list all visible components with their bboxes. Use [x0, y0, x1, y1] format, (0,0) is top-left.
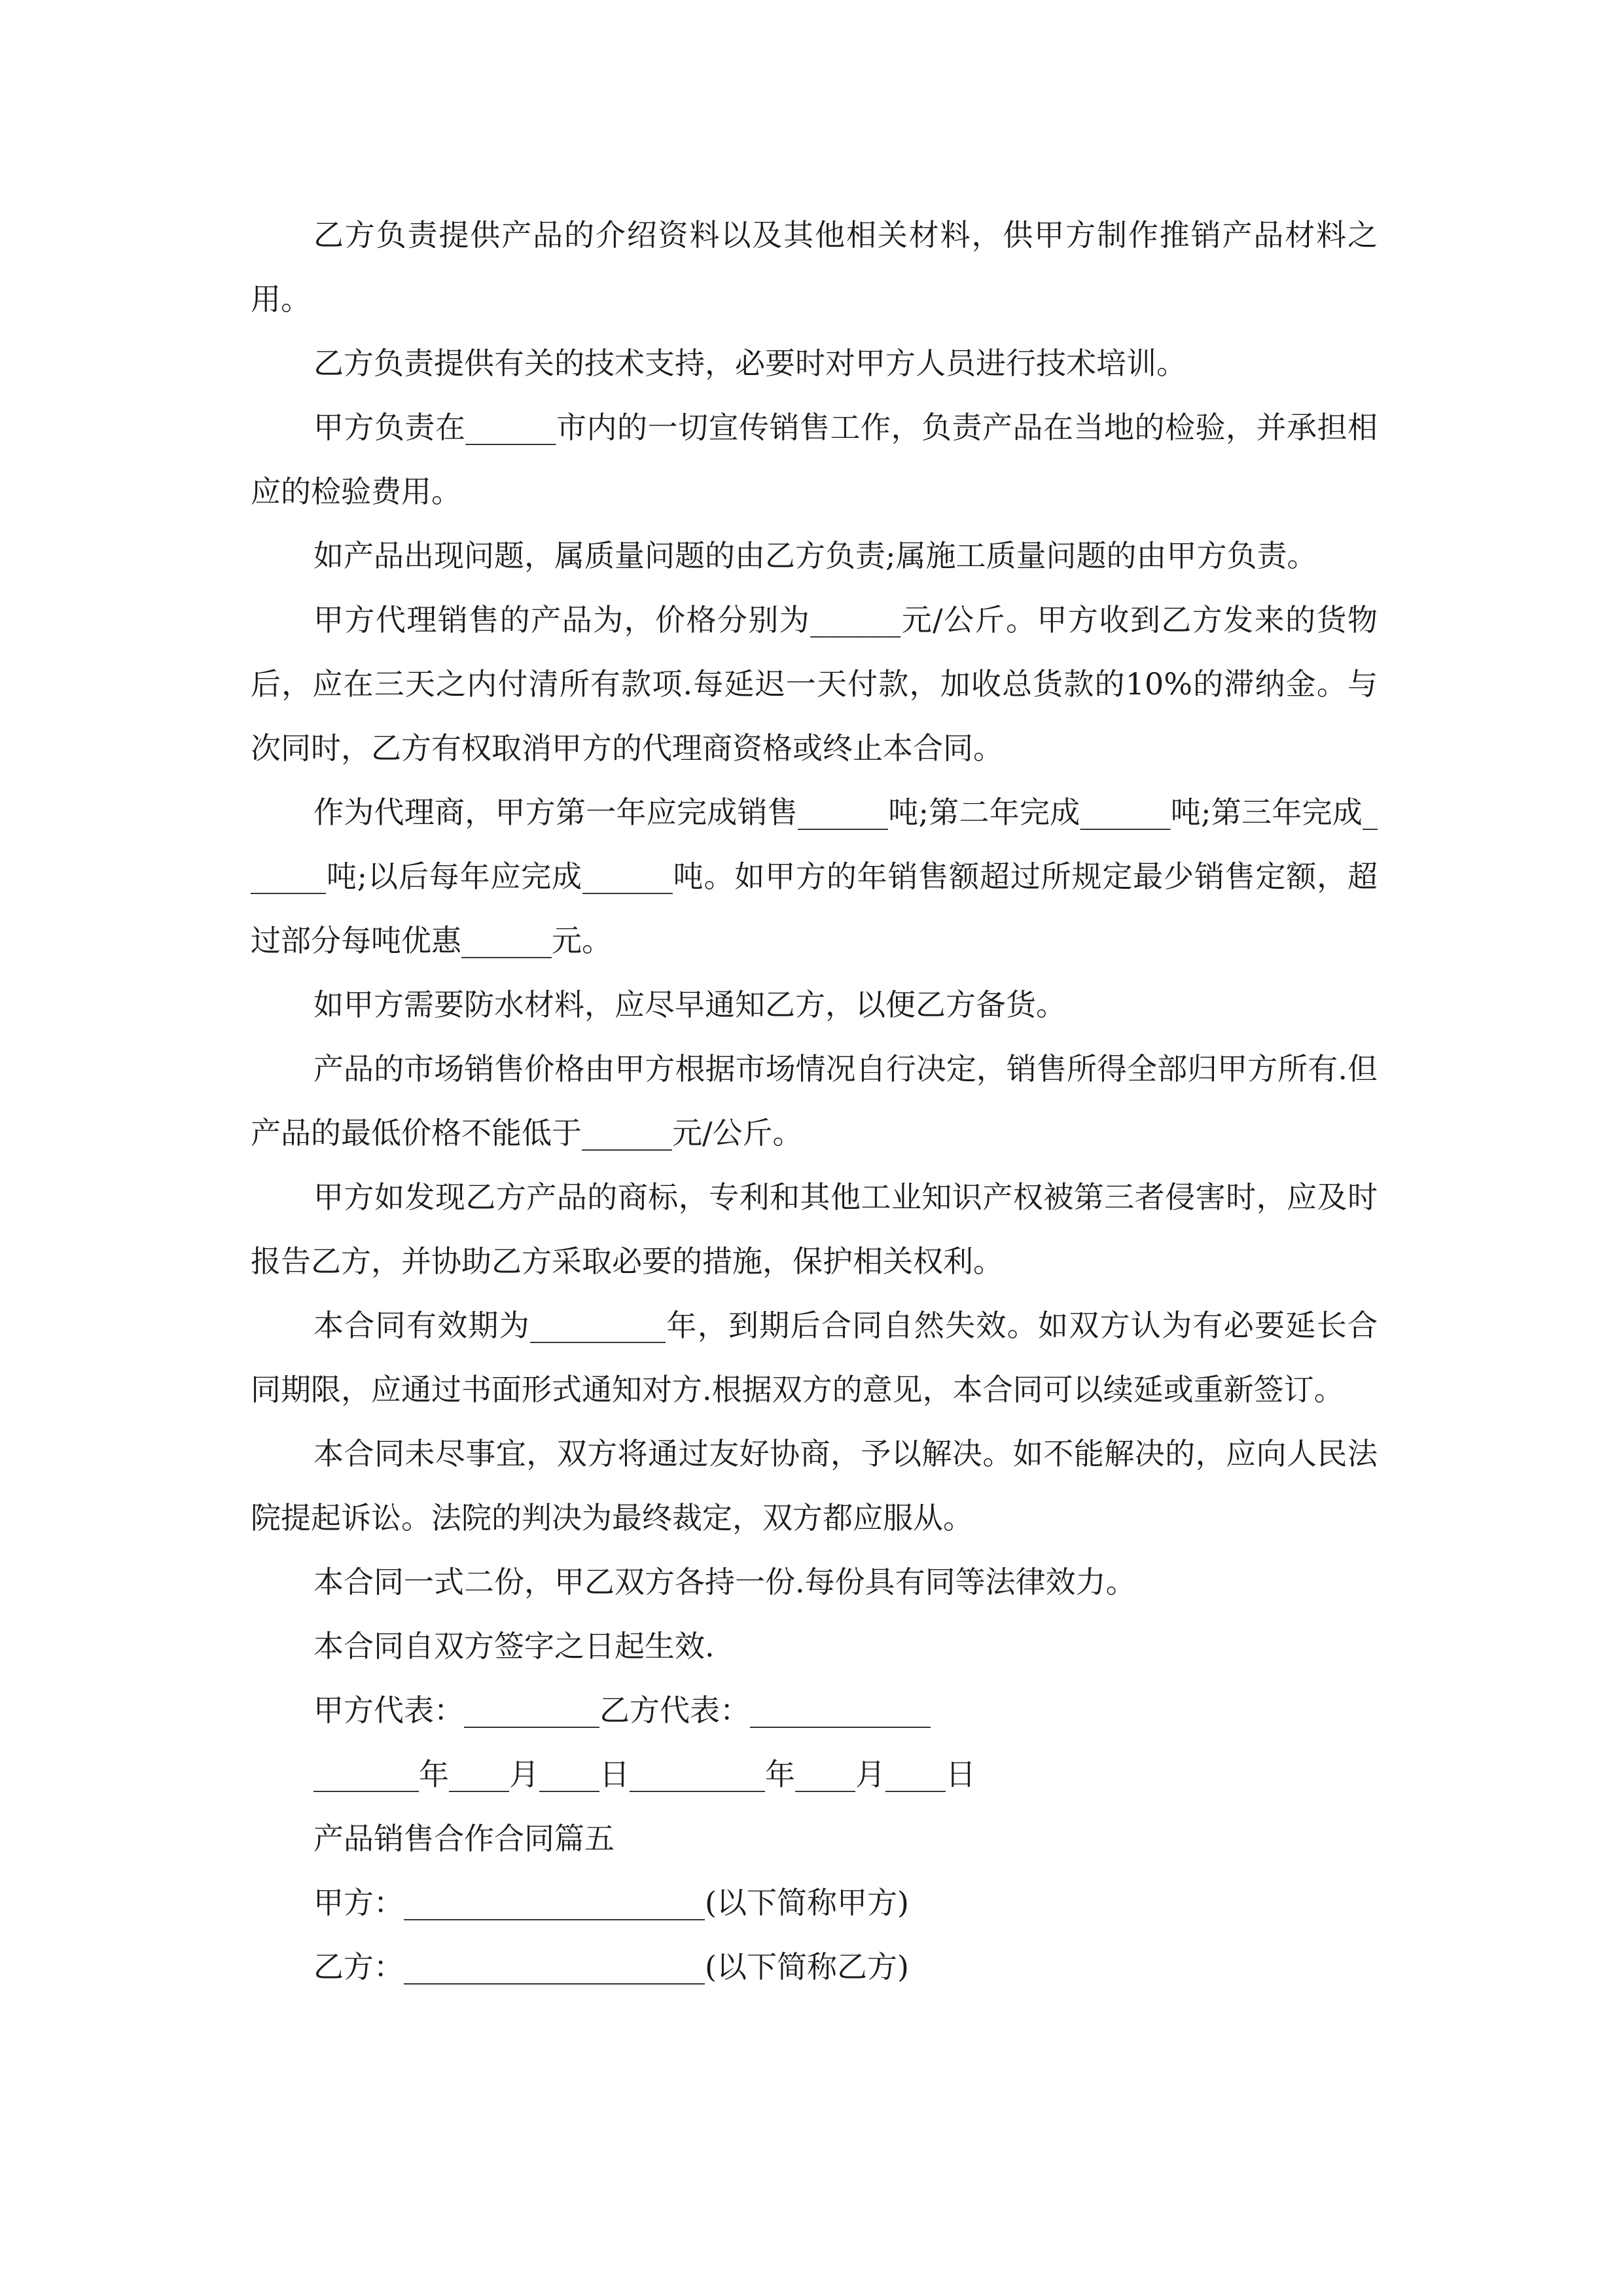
contract-body: [251, 203, 1378, 1999]
date-line: _______年____月____日_________年____月____日: [313, 1757, 976, 1792]
paragraph-promotion: 甲方负责在______市内的一切宣传销售工作，负责产品在当地的检验，并承担相应的检验费用。: [251, 410, 1378, 509]
paragraph-disputes: 本合同未尽事宜，双方将通过友好协商，予以解决。如不能解决的，应向人民法院提起诉讼。法院的判决为最终裁定，双方都应服从。: [251, 1436, 1378, 1535]
paragraph-materials: 乙方负责提供产品的介绍资料以及其他相关材料，供甲方制作推销产品材料之用。: [251, 217, 1378, 317]
paragraph-validity: 本合同有效期为_________年，到期后合同自然失效。如双方认为有必要延长合同期限，应通过书面形式通知对方.根据双方的意见，本合同可以续延或重新签订。: [251, 1308, 1378, 1407]
paragraph-technical-support: 乙方负责提供有关的技术支持，必要时对甲方人员进行技术培训。: [313, 346, 1186, 381]
paragraph-stock-notice: 如甲方需要防水材料，应尽早通知乙方，以便乙方备货。: [313, 987, 1066, 1022]
signature-line: 甲方代表：_________乙方代表：____________: [313, 1693, 931, 1728]
paragraph-quality-issues: 如产品出现问题，属质量问题的由乙方负责;属施工质量问题的由甲方负责。: [313, 538, 1317, 573]
party-b-line: 乙方：____________________(以下简称乙方): [313, 1949, 909, 1984]
paragraph-sales-targets: 作为代理商，甲方第一年应完成销售______吨;第二年完成______吨;第三年完成______吨;以后每年应完成______吨。如甲方的年销售额超过所规定最少销售定额，超过部分每吨优惠______元。: [251, 795, 1378, 958]
paragraph-copies: 本合同一式二份，甲乙双方各持一份.每份具有同等法律效力。: [313, 1564, 1136, 1600]
section-title: 产品销售合作合同篇五: [313, 1821, 615, 1856]
paragraph-ip-protection: 甲方如发现乙方产品的商标，专利和其他工业知识产权被第三者侵害时，应及时报告乙方，并协助乙方采取必要的措施，保护相关权利。: [251, 1179, 1378, 1279]
party-a-line: 甲方：____________________(以下简称甲方): [313, 1885, 909, 1920]
paragraph-market-price: 产品的市场销售价格由甲方根据市场情况自行决定，销售所得全部归甲方所有.但产品的最低价格不能低于______元/公斤。: [251, 1051, 1378, 1151]
paragraph-effective: 本合同自双方签字之日起生效.: [313, 1628, 715, 1664]
paragraph-pricing-payment: 甲方代理销售的产品为，价格分别为______元/公斤。甲方收到乙方发来的货物后，应在三天之内付清所有款项.每延迟一天付款，加收总货款的10%的滞纳金。与次同时，乙方有权取消甲方的代理商资格或终止本合同。: [251, 602, 1378, 766]
